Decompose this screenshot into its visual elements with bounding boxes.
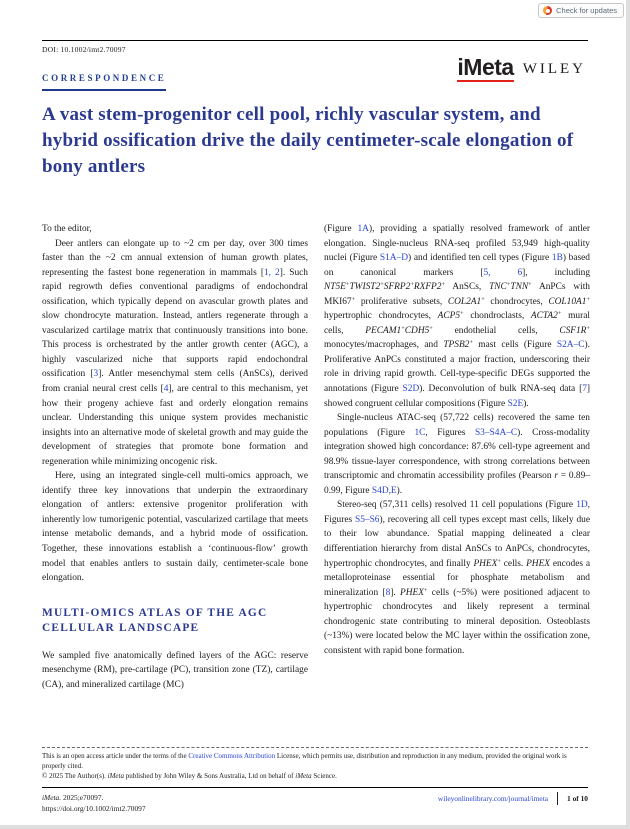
citation-line: iMeta. 2025;e70097. xyxy=(42,793,104,802)
italic-term: PECAM1 xyxy=(365,325,402,336)
inline-link[interactable]: S4D,E xyxy=(371,485,397,496)
inline-link[interactable]: 1, 2 xyxy=(263,267,280,278)
paragraph-stereoseq: Stereo-seq (57,311 cells) resolved 11 cell populations (Figure 1D, Figures S5–S6), recovering all cell types except mast cells, likely due to their low abundance. Spatial mapping delineated a clear differentiation hierarchy from distal AnSCs to AnPCs, chondrocytes, hypertrophic chondrocytes, and finally PHEX+ cells. PHEX encodes a metalloproteinase essential for phosphate metabolism and mineralization [8]. PHEX+ cells (~5%) were positioned adjacent to hypertrophic chondrocytes and likely represent a terminal chondrogenic state contributing to mineral deposition. Osteoblasts (~13%) were located below the MC layer within the ossification zone, consistent with rapid bone formation. xyxy=(324,500,590,656)
superscript: + xyxy=(351,295,356,303)
italic-term: iMeta. xyxy=(42,793,62,802)
superscript: + xyxy=(401,324,405,332)
superscript: + xyxy=(345,281,350,289)
doi-text: DOI: 10.1002/imt2.70097 xyxy=(42,45,126,54)
section-heading: MULTI-OMICS ATLAS OF THE AGC CELLULAR LANDSCAPE xyxy=(42,606,268,635)
header-rule xyxy=(42,40,588,41)
italic-term: TWIST2 xyxy=(349,282,381,293)
paragraph-sampling: We sampled five anatomically defined layers of the AGC: reserve mesenchyme (RM), pre-cartilage (PC), transition zone (TZ), cartilage (CA), and mineralized cartilage (MC) xyxy=(42,650,308,690)
italic-term: PHEX xyxy=(526,558,551,569)
superscript: + xyxy=(481,295,485,303)
license-text: This is an open access article under the terms of the Creative Commons Attribution License, which permits use, distribution and reproduction in any medium, provided the original work is properly cited. xyxy=(42,752,567,770)
paragraph-rnaseq: (Figure 1A), providing a spatially resolved framework of antler elongation. Single-nucleus RNA-seq profiled 53,949 high-quality nuclei (Figure S1A–D) and identified ten cell types (Figure 1B) based on canonical markers [5, 6], including NT5E+TWIST2+SFRP2+RXFP2+ AnSCs, TNC+TNN+ AnPCs with MKI67+ proliferative subsets, COL2A1+ chondrocytes, COL10A1+ hypertrophic chondrocytes, ACP5+ chondroclasts, ACTA2+ mural cells, PECAM1+CDH5+ endothelial cells, CSF1R+ monocytes/macrophages, and TPSB2+ mast cells (Figure S2A–C). Proliferative AnPCs constituted a major fraction, underscoring their role in driving rapid growth. Cell-type-specific DEGs supported the annotations (Figure S2D). Deconvolution of bulk RNA-seq data [7] showed congruent cellular compositions (Figure S2E). xyxy=(324,224,591,409)
inline-link[interactable]: 7 xyxy=(582,384,587,395)
paragraph-summary: Here, using an integrated single-cell multi-omics approach, we identify three key innovations that underpin the extraordinary elongation of antlers: extensive progenitor proliferation with inherently low tumorigenic potential, vascularized cartilage that meets intense metabolic demands, and a hybrid mode of ossification. Together, these innovations establish a ‘continuous-flow’ growth model that enables antlers to sustain daily, centimeter-scale bone elongation. xyxy=(42,471,308,584)
page-number: 1 of 10 xyxy=(567,794,588,803)
superscript: + xyxy=(586,324,590,332)
superscript: + xyxy=(410,281,414,289)
section-label xyxy=(42,68,166,91)
page-footer xyxy=(42,792,588,814)
superscript: + xyxy=(423,586,428,594)
italic-term: PHEX xyxy=(473,558,498,569)
italic-term: iMeta xyxy=(295,772,312,780)
superscript: + xyxy=(380,281,384,289)
doi-url-link[interactable]: https://doi.org/10.1002/imt2.70097 xyxy=(42,804,146,813)
superscript: + xyxy=(586,295,590,303)
check-for-updates-label: Check for updates xyxy=(556,6,617,15)
superscript: + xyxy=(506,281,511,289)
italic-term: RXFP2 xyxy=(413,282,442,293)
italic-term: ACP5 xyxy=(437,311,461,322)
inline-link[interactable]: 3 xyxy=(93,369,99,380)
superscript: + xyxy=(429,324,433,332)
italic-term: COL2A1 xyxy=(447,296,482,307)
wiley-logo: WILEY xyxy=(522,60,586,77)
italic-term: NT5E xyxy=(324,282,346,293)
check-for-updates-button[interactable] xyxy=(538,3,624,18)
italic-term: SFRP2 xyxy=(383,282,411,293)
footer-divider xyxy=(557,792,558,805)
salutation: To the editor, xyxy=(42,224,92,234)
inline-link[interactable]: 5, 6 xyxy=(483,267,523,278)
superscript: + xyxy=(497,557,501,565)
footer-right xyxy=(438,792,588,805)
article-title: A vast stem-progenitor cell pool, richly vascular system, and hybrid ossification drive the daily centimeter-scale elongation of bony antlers xyxy=(42,104,574,177)
italic-term: TNC xyxy=(489,282,507,293)
italic-term: COL10A1 xyxy=(548,296,587,307)
right-column xyxy=(324,222,590,692)
inline-link[interactable]: 1C xyxy=(414,427,426,438)
copyright-text: © 2025 The Author(s). iMeta published by John Wiley & Sons Australia, Ltd on behalf of iMeta Science. xyxy=(42,772,337,780)
superscript: + xyxy=(469,339,473,347)
italic-term: TPSB2 xyxy=(443,340,470,351)
footer-citation xyxy=(42,792,146,814)
inline-link[interactable]: 1B xyxy=(551,253,563,264)
footer-rule xyxy=(42,787,588,788)
inline-link[interactable]: S5–S6 xyxy=(354,514,380,525)
journal-logo xyxy=(457,56,586,82)
italic-term: iMeta xyxy=(107,772,124,780)
inline-link[interactable]: 1D xyxy=(576,500,588,511)
italic-term: r xyxy=(554,471,558,482)
left-column xyxy=(42,222,308,692)
inline-link[interactable]: S2A–C xyxy=(556,340,585,351)
article-body xyxy=(42,222,590,692)
section-label-text: CORRESPONDENCE xyxy=(42,73,167,83)
italic-term: ACTA2 xyxy=(530,311,558,322)
inline-link[interactable]: 4 xyxy=(163,384,169,395)
inline-link[interactable]: S2D xyxy=(402,384,420,395)
paragraph-atacseq: Single-nucleus ATAC-seq (57,722 cells) recovered the same ten populations (Figure 1C, Figures S3–S4A–C). Cross-modality integration showed high concordance: 87.6% cell-type agreement and 98.9% tissue-layer correspondence, with strong correlations between transcriptomic and chromatin accessibility profiles (Pearson r = 0.89–0.99, Figure S4D,E). xyxy=(324,413,590,496)
superscript: + xyxy=(460,310,464,318)
license-footnote xyxy=(42,747,588,781)
superscript: + xyxy=(441,281,446,289)
inline-link[interactable]: Creative Commons Attribution xyxy=(188,752,276,760)
inline-link[interactable]: S2E xyxy=(507,398,524,409)
inline-link[interactable]: S1A–D xyxy=(379,253,409,264)
italic-term: CSF1R xyxy=(559,325,587,336)
italic-term: PHEX xyxy=(400,587,424,598)
inline-link[interactable]: 8 xyxy=(385,587,391,598)
wiley-online-library-link[interactable]: wileyonlinelibrary.com/journal/imeta xyxy=(437,794,549,803)
crossmark-icon xyxy=(543,6,552,15)
inline-link[interactable]: 1A xyxy=(357,224,369,234)
italic-term: TNN xyxy=(510,282,529,293)
superscript: + xyxy=(557,310,562,318)
inline-link[interactable]: S3–S4A–C xyxy=(474,427,518,438)
italic-term: CDH5 xyxy=(404,325,430,336)
superscript: + xyxy=(528,281,532,289)
paragraph-intro: Deer antlers can elongate up to ~2 cm per day, over 300 times faster than the ~2 cm annual extension of human growth plates, representing the fastest bone regeneration in mammals [1, 2]. Such rapid regrowth defies conventional paradigms of endochondral ossification, which typically depend on avascular growth plates and slow chondrocyte maturation. Instead, antlers regenerate through a vascularized cartilage matrix that continuously transitions into bone. This process is orchestrated by the antler growth center (AGC), a highly vascularized niche that supports rapid endochondral ossification [3]. Antler mesenchymal stem cells (AnSCs), derived from cranial neural crest cells [4], are central to this mechanism, yet how their progeny achieve fast and orderly elongation remains unclear. Understanding this unique system provides mechanistic insights into an alternative mode of skeletal growth and may guide the development of strategies that promote bone formation and regeneration while minimizing oncogenic risk. xyxy=(42,238,308,467)
imeta-logo: iMeta xyxy=(457,54,514,80)
